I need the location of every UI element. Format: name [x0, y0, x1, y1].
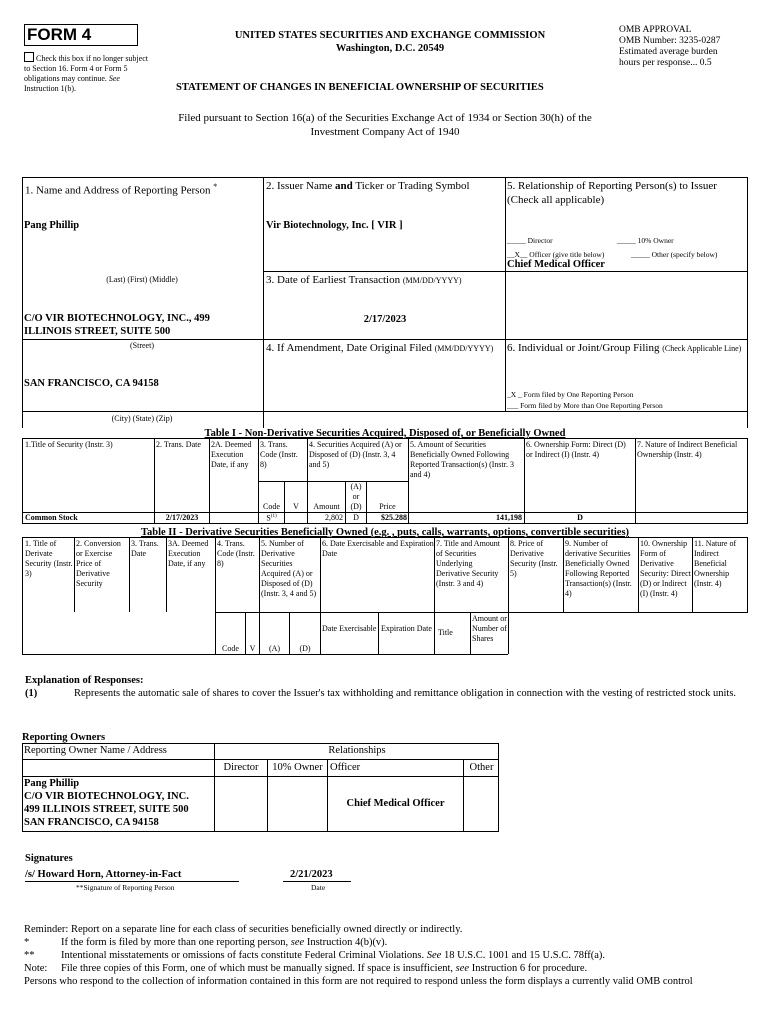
table1-bottom-border [22, 523, 748, 524]
t1-header-ownership-form: 6. Ownership Form: Direct (D) or Indirect (I) (Instr. 4) [526, 440, 626, 459]
filed-pursuant-line1: Filed pursuant to Section 16(a) of the Securities Exchange Act of 1934 or Section 30(h) of the [178, 112, 592, 124]
city-state-zip: SAN FRANCISCO, CA 94158 [24, 378, 159, 389]
t1-header-title: 1.Title of Security (Instr. 3) [25, 440, 113, 449]
footer-star2-text: Intentional misstatements or omissions of facts constitute Federal Criminal Violations. See 18 U.S.C. 1001 and 15 U.S.C. 78ff(a). [61, 950, 606, 961]
t2-sub-d: (D) [299, 644, 311, 653]
grid-col-divider-1 [263, 177, 264, 428]
explanation-text: Represents the automatic sale of shares to cover the Issuer's tax withholding and remittance obligation in connection with the vesting of restricted stock units. [74, 688, 737, 699]
t2-header-conversion: 2. Conversion or Exercise Price of Derivative Security [76, 539, 121, 588]
footer-omb-notice: Persons who respond to the collection of information contained in this form are not required to respond unless the form displays a currently valid OMB control [24, 976, 693, 987]
t2-col-border [259, 537, 260, 654]
table1-title: Table I - Non-Derivative Securities Acquired, Disposed of, or Beneficially Owned [204, 428, 566, 439]
t2-header-price: 8. Price of Derivative Security (Instr. 5) [510, 539, 558, 578]
t2-col-border [22, 537, 23, 654]
t2-col-border [129, 537, 130, 612]
owners-col-name: Reporting Owner Name / Address [24, 745, 167, 756]
t2-sub-title: Title [438, 628, 453, 637]
grid-col-divider-2 [505, 177, 506, 411]
t1-row-code: $S^{(1)}$ [266, 513, 277, 523]
t2-header-title: 1. Title of Derivate Security (Instr. 3) [25, 539, 73, 578]
t2-col-border [74, 537, 75, 612]
omb-approval: OMB APPROVAL OMB Number: 3235-0287 Estimated average burden hours per response... 0.5 [619, 25, 721, 68]
table2-title: Table II - Derivative Securities Beneficially Owned (e.g. , puts, calls, warrants, options, convertible securities) [140, 527, 630, 538]
t2-sub-col [470, 612, 471, 654]
t2-header-indirect: 11. Nature of Indirect Beneficial Ownership (Instr. 4) [694, 539, 737, 588]
single-person-filing-option[interactable]: _X _ Form filed by One Reporting Person [507, 390, 634, 399]
owners-subheader-divider [22, 776, 499, 777]
t2-col-border [563, 537, 564, 612]
t1-col-border [635, 438, 636, 523]
t1-sub-amount: Amount [313, 502, 340, 511]
signer-name: /s/ Howard Horn, Attorney-in-Fact [25, 869, 182, 880]
t1-col-border [747, 438, 748, 523]
t1-sub-code: Code [263, 502, 280, 511]
agency-location: Washington, D.C. 20549 [335, 43, 445, 54]
t2-header-number: 5. Number of Derivative Securities Acquired (A) or Disposed of (D) (Instr. 3, 4 and 5) [261, 539, 317, 598]
t2-header-exercisable: 6. Date Exercisable and Expiration Date [322, 539, 434, 558]
signature-date: 2/21/2023 [290, 869, 333, 880]
t1-row-date: 2/17/2023 [165, 513, 199, 522]
grid-row-divider-box6 [505, 339, 747, 340]
t2-header-deemed-date: 3A. Deemed Execution Date, if any [168, 539, 209, 568]
date-caption: Date [311, 883, 326, 892]
name-parts-caption: (Last) (First) (Middle) [106, 275, 178, 284]
owners-col-director: Director [223, 762, 259, 773]
t2-col-border [166, 537, 167, 612]
street-caption: (Street) [130, 341, 154, 350]
box4-label: 4. If Amendment, Date Original Filed (MM/DD/YYYY) [266, 342, 494, 354]
t2-header-trans-date: 3. Trans. Date [131, 539, 159, 558]
t1-header-indirect: 7. Nature of Indirect Beneficial Ownership (Instr. 4) [637, 440, 738, 459]
t2-sub-code: Code [222, 644, 239, 653]
grid-row-divider-box4 [22, 339, 505, 340]
owners-header-divider [22, 759, 499, 760]
issuer-name: Vir Biotechnology, Inc. [ VIR ] [266, 220, 403, 231]
table1-top-border [22, 438, 748, 439]
t2-header-underlying: 7. Title and Amount of Securities Underlying Derivative Security (Instr. 3 and 4) [436, 539, 501, 588]
t2-col-border [320, 537, 321, 654]
t2-header-owned: 9. Number of derivative Securities Beneficially Owned Following Reported Transaction(s) (Instr. 4) [565, 539, 632, 598]
owners-col-relationships: Relationships [328, 745, 386, 756]
box6-label: 6. Individual or Joint/Group Filing (Check Applicable Line) [507, 342, 742, 354]
footer-note-text: File three copies of this Form, one of which must be manually signed. If space is insufficient, see Instruction 6 for procedure. [61, 963, 588, 974]
other-option[interactable]: _____ Other (specify below) [631, 250, 718, 259]
no-longer-subject-checkbox-text: Check this box if no longer subject to Section 16. Form 4 or Form 5 obligations may continue. See Instruction 1(b). [24, 54, 148, 93]
t2-header-trans-code: 4. Trans. Code (Instr. 8) [217, 539, 255, 568]
t1-col-border [154, 438, 155, 523]
footer-note-marker: Note: [24, 963, 48, 974]
date-line [283, 881, 351, 882]
t1-header-deemed-date: 2A. Deemed Execution Date, if any [211, 440, 252, 469]
group-filing-option[interactable]: ___ Form filed by More than One Reporting Person [507, 401, 663, 410]
grid-right-border [747, 177, 748, 428]
earliest-transaction-date: 2/17/2023 [363, 314, 407, 325]
footer-reminder: Reminder: Report on a separate line for each class of securities beneficially owned directly or indirectly. [24, 924, 463, 935]
t2-col-border [638, 537, 639, 612]
grid-row-divider-box5 [505, 271, 747, 272]
street-address-line1: C/O VIR BIOTECHNOLOGY, INC., 499 [24, 313, 210, 324]
signature-caption: **Signature of Reporting Person [76, 883, 175, 892]
box2-label: 2. Issuer Name and Ticker or Trading Symbol [266, 180, 470, 192]
t2-sub-a: (A) [268, 644, 281, 653]
city-caption: (City) (State) (Zip) [111, 414, 173, 423]
t2-col-border [215, 537, 216, 654]
footer-star1-text: If the form is filed by more than one reporting person, see Instruction 4(b)(v). [61, 937, 388, 948]
grid-top-border [22, 177, 748, 178]
owner-officer-value: Chief Medical Officer [346, 798, 445, 809]
t1-sub-divider [258, 481, 408, 482]
t1-header-securities: 4. Securities Acquired (A) or Disposed of (D) (Instr. 3, 4 and 5) [309, 440, 402, 469]
table2-bottom-border [22, 654, 508, 655]
owners-col-officer: Officer [330, 762, 361, 773]
footer-star2-marker: ** [24, 950, 35, 961]
table2-bottom-border-right [508, 612, 748, 613]
t1-header-trans-date: 2. Trans. Date [156, 440, 201, 449]
t1-sub-price: Price [379, 502, 396, 511]
t2-col-border [434, 537, 435, 654]
table2-top-border [22, 537, 748, 538]
t2-sub-divider [215, 612, 508, 613]
t2-sub-v: V [249, 644, 256, 653]
t1-sub-v: V [293, 502, 299, 511]
t1-row-owned: 141,198 [496, 513, 522, 522]
footer-star1-marker: * [24, 937, 30, 948]
filed-pursuant-line2: Investment Company Act of 1940 [310, 126, 460, 138]
box1-label: 1. Name and Address of Reporting Person * [25, 182, 218, 197]
t1-col-border [209, 438, 210, 523]
owner-name-address: Pang Phillip C/O VIR BIOTECHNOLOGY, INC. 499 ILLINOIS STREET, SUITE 500 SAN FRANCISCO, CA 94158 [24, 778, 189, 828]
owners-col-other: Other [469, 762, 494, 773]
no-longer-subject-checkbox[interactable] [24, 52, 34, 62]
t2-sub-col [378, 612, 379, 654]
agency-name: UNITED STATES SECURITIES AND EXCHANGE COMMISSION [234, 30, 546, 41]
statement-title: STATEMENT OF CHANGES IN BENEFICIAL OWNERSHIP OF SECURITIES [176, 82, 544, 93]
reporting-person-name: Pang Phillip [24, 220, 80, 231]
box3-label: 3. Date of Earliest Transaction (MM/DD/YYYY) [266, 274, 462, 286]
box5-label: 5. Relationship of Reporting Person(s) to Issuer (Check all applicable) [507, 180, 717, 206]
t1-col-border [408, 438, 409, 523]
t1-col-border [524, 438, 525, 523]
owners-heading: Reporting Owners [22, 732, 106, 743]
form-title: FORM 4 [27, 25, 92, 44]
owners-col-divider [327, 759, 328, 832]
t1-row-aord: D [353, 513, 359, 522]
t1-header-amount-owned: 5. Amount of Securities Beneficially Owned Following Reported Transaction(s) (Instr. 3 and 4) [410, 440, 514, 479]
director-option[interactable]: _____ Director [507, 236, 553, 245]
t1-row-security: Common Stock [25, 513, 78, 522]
signatures-heading: Signatures [25, 853, 73, 864]
t1-row-form: D [577, 513, 583, 522]
signature-line [25, 881, 239, 882]
t1-header-trans-code: 3. Trans. Code (Instr. 8) [260, 440, 298, 469]
t1-sub-aord: (A) or (D) [350, 482, 362, 511]
t2-sub-expiration: Expiration Date [381, 624, 432, 633]
t2-sub-exercisable: Date Exercisable [322, 624, 377, 633]
owners-col-ten-pct: 10% Owner [272, 762, 323, 773]
t2-col-border [747, 537, 748, 612]
t1-row-price: $25.288 [381, 513, 407, 522]
explanation-heading: Explanation of Responses: [25, 675, 144, 686]
officer-option[interactable]: __X__ Officer (give title below) [507, 250, 605, 259]
t1-col-border [22, 438, 23, 523]
t1-row-amount: 2,802 [325, 513, 343, 522]
grid-row-divider-box3 [263, 271, 505, 272]
explanation-number: (1) [25, 688, 38, 699]
officer-title: Chief Medical Officer [507, 259, 605, 270]
grid-left-border [22, 177, 23, 428]
street-address-line2: ILLINOIS STREET, SUITE 500 [24, 326, 171, 337]
t2-sub-amount: Amount or Number of Shares [472, 614, 507, 643]
t2-col-border [508, 537, 509, 654]
grid-row-divider-bottom [22, 411, 748, 412]
ten-pct-owner-option[interactable]: _____ 10% Owner [617, 236, 674, 245]
t2-header-ownership-form: 10. Ownership Form of Derivative Security: Direct (D) or Indirect (I) (Instr. 4) [640, 539, 691, 598]
